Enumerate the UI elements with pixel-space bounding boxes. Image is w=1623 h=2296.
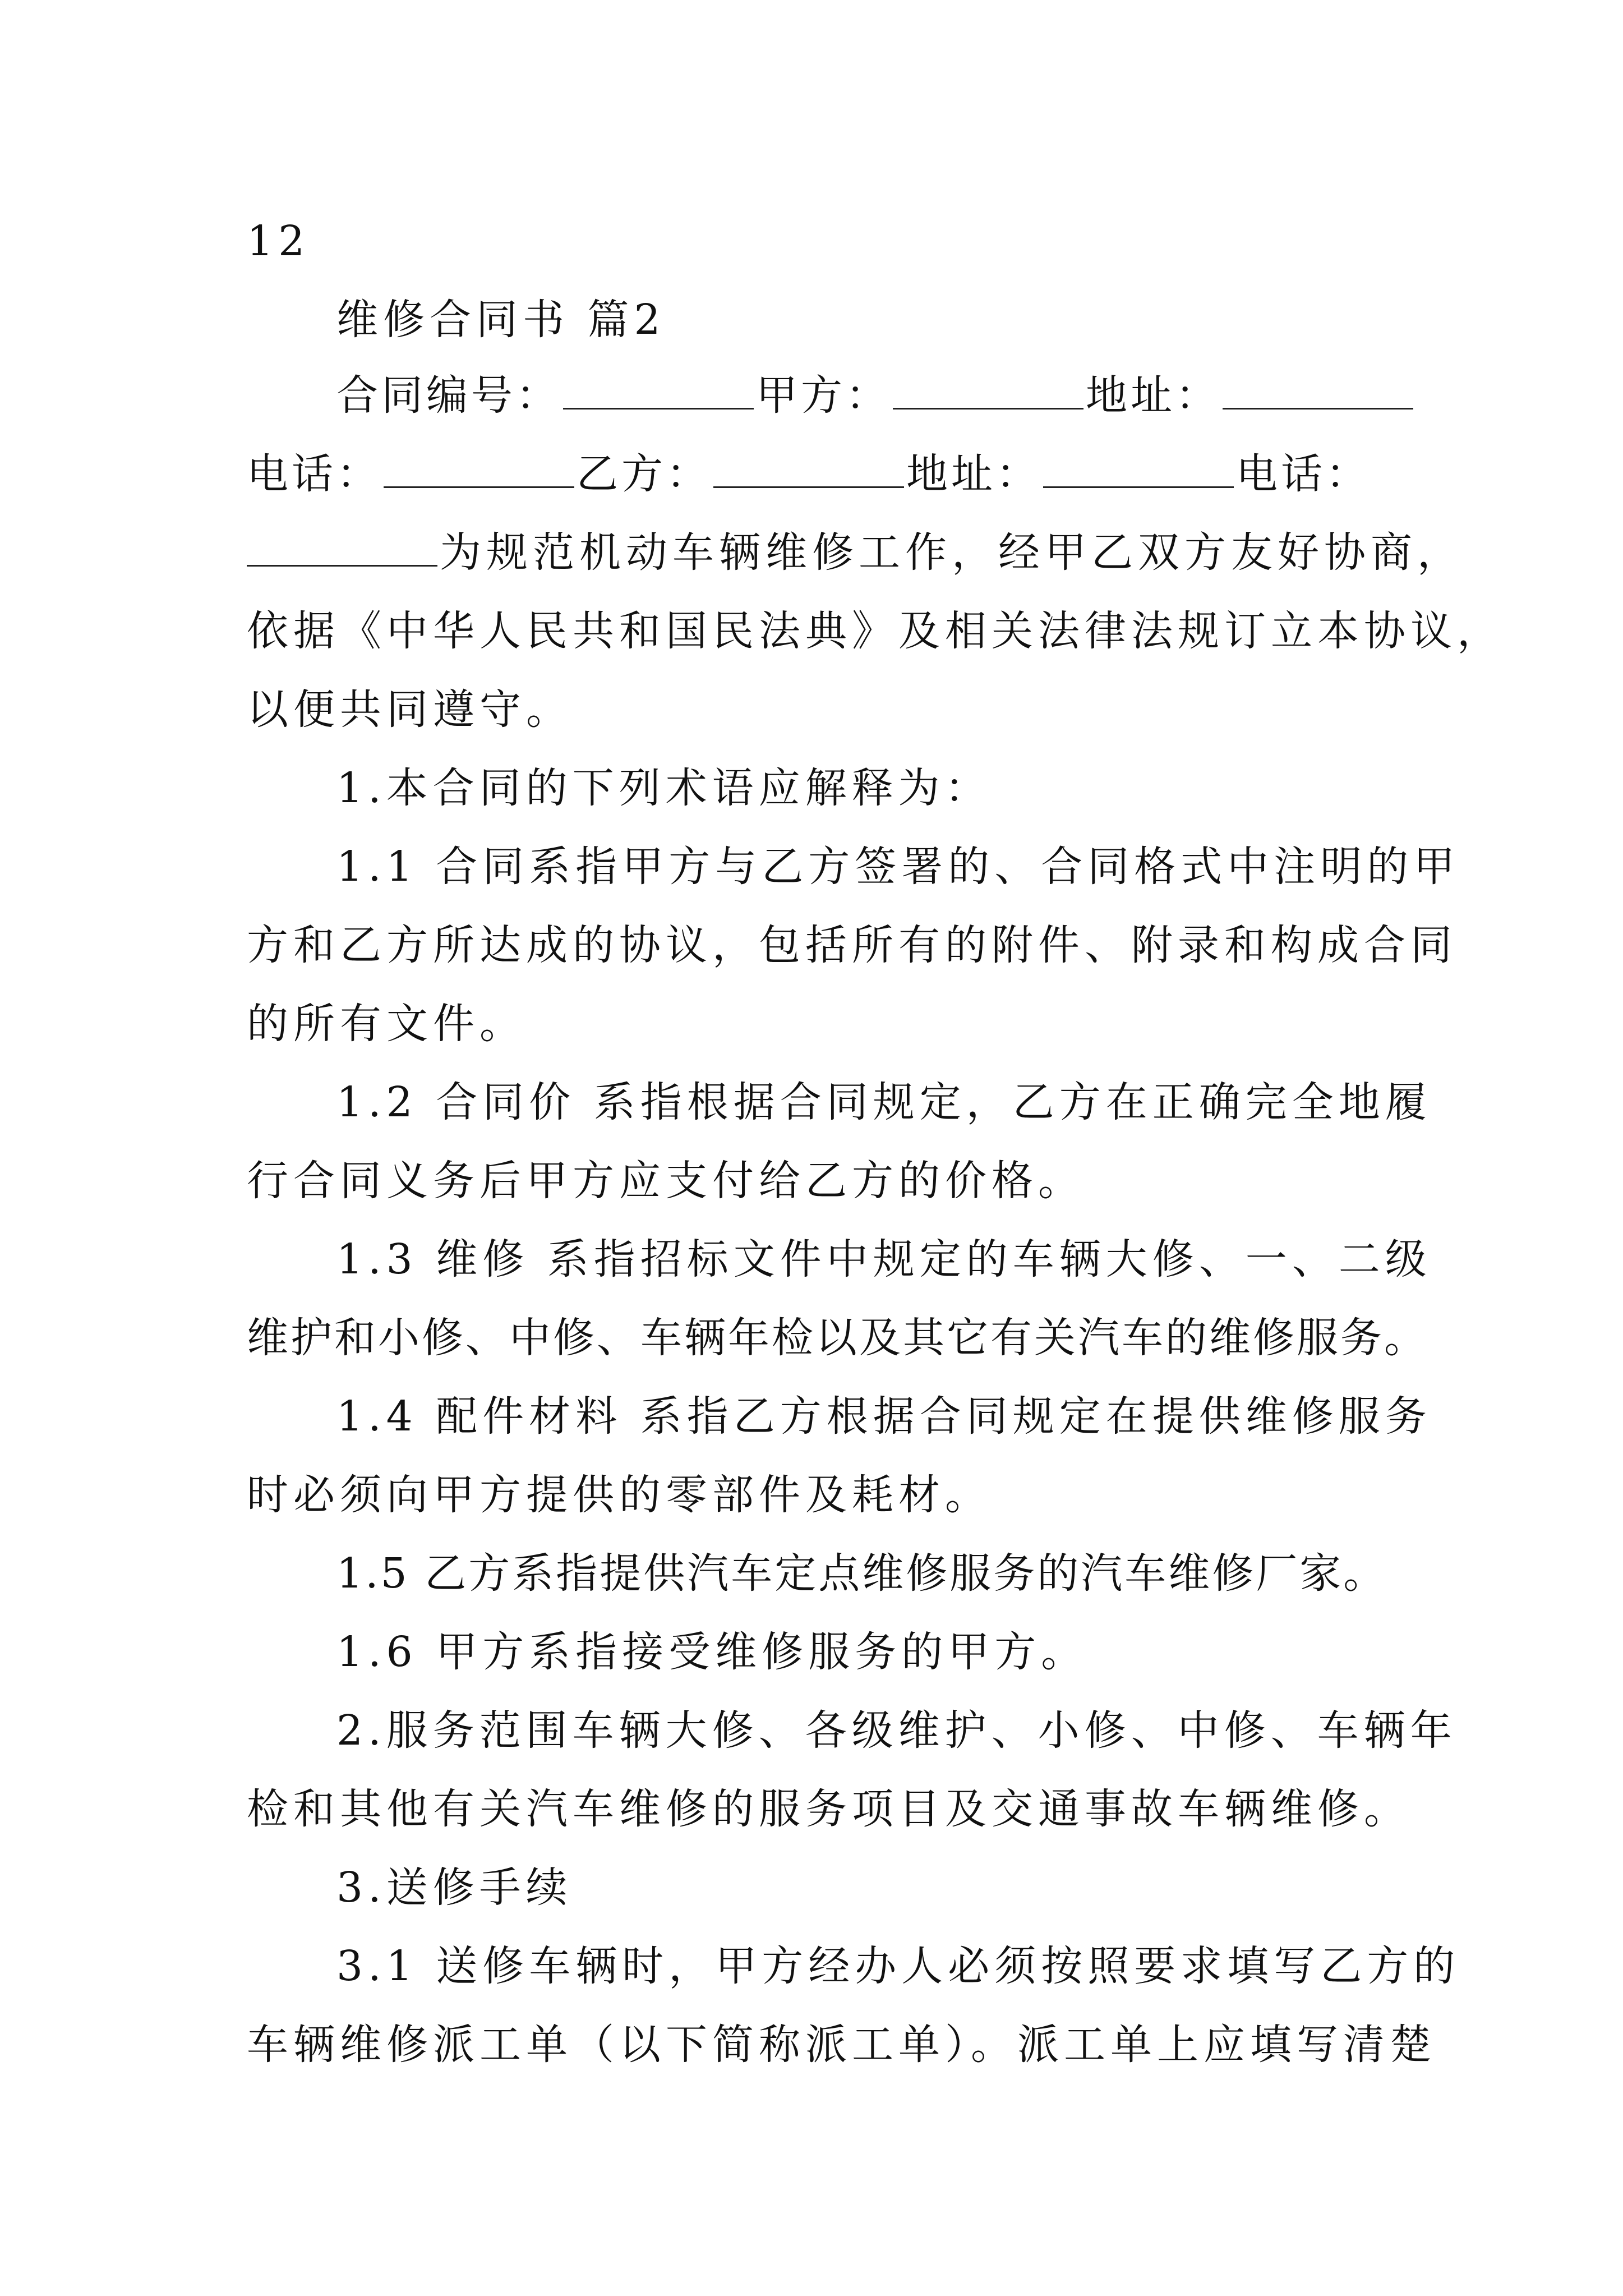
clause-1-2-line-2: 行合同义务后甲方应支付给乙方的价格。 [247, 1157, 1085, 1205]
clause-1-5: 1.5 乙方系指提供汽车定点维修服务的汽车维修厂家。 [336, 1549, 1387, 1598]
page-number: 12 [247, 217, 310, 265]
body-line-3: 以便共同遵守。 [247, 685, 573, 734]
party-a-label: 甲方： [756, 371, 891, 420]
party-b-blank[interactable] [713, 447, 904, 488]
clause-1-2-line-1: 1.2 合同价 系指根据合同规定，乙方在正确完全地履 [336, 1078, 1432, 1126]
clause-1-3-line-2: 维护和小修、中修、车辆年检以及其它有关汽车的维修服务。 [247, 1314, 1428, 1362]
clause-1-1-line-2: 方和乙方所达成的协议，包括所有的附件、附录和构成合同 [247, 921, 1457, 969]
clause-1-3-line-1: 1.3 维修 系指招标文件中规定的车辆大修、一、二级 [336, 1235, 1432, 1283]
phone2-label: 电话： [1236, 450, 1371, 498]
body-line-2: 依据《中华人民共和国民法典》及相关法律法规订立本协议， [247, 607, 1504, 655]
party-a-blank[interactable] [893, 369, 1083, 409]
address2-blank[interactable] [1043, 447, 1234, 488]
document-title: 维修合同书 篇2 [336, 296, 666, 344]
clause-3-1-line-2: 车辆维修派工单（以下简称派工单）。派工单上应填写清楚 [247, 2021, 1436, 2069]
address2-label: 地址： [906, 450, 1041, 498]
contract-no-label: 合同编号： [336, 371, 561, 420]
clause-1-1-line-1: 1.1 合同系指甲方与乙方签署的、合同格式中注明的甲 [336, 843, 1460, 891]
clause-1-4-line-2: 时必须向甲方提供的零部件及耗材。 [247, 1471, 992, 1519]
section-3-heading: 3.送修手续 [336, 1864, 573, 1912]
section-1-heading: 1.本合同的下列术语应解释为： [336, 764, 992, 812]
header-line-2 [247, 446, 1380, 502]
phone-label: 电话： [247, 450, 381, 498]
clause-3-1-line-1: 3.1 送修车辆时，甲方经办人必须按照要求填写乙方的 [336, 1942, 1460, 1990]
section-2-line-2: 检和其他有关汽车维修的服务项目及交通事故车辆维修。 [247, 1785, 1410, 1833]
body-line-1-text: 为规范机动车辆维修工作，经甲乙双方友好协商， [440, 528, 1464, 577]
clause-1-4-line-1: 1.4 配件材料 系指乙方根据合同规定在提供维修服务 [336, 1392, 1432, 1441]
address-blank[interactable] [1223, 369, 1413, 409]
section-2-line-1: 2.服务范围车辆大修、各级维护、小修、中修、车辆年 [336, 1706, 1457, 1755]
body-line-1 [247, 524, 1464, 581]
party-b-label: 乙方： [577, 450, 711, 498]
header-line-1 [336, 367, 1380, 424]
address-label: 地址： [1086, 371, 1220, 420]
clause-1-1-line-3: 的所有文件。 [247, 1000, 526, 1048]
phone-blank[interactable] [384, 447, 574, 488]
phone2-blank[interactable] [247, 526, 437, 567]
clause-1-6: 1.6 甲方系指接受维修服务的甲方。 [336, 1628, 1088, 1676]
contract-no-blank[interactable] [563, 369, 754, 409]
